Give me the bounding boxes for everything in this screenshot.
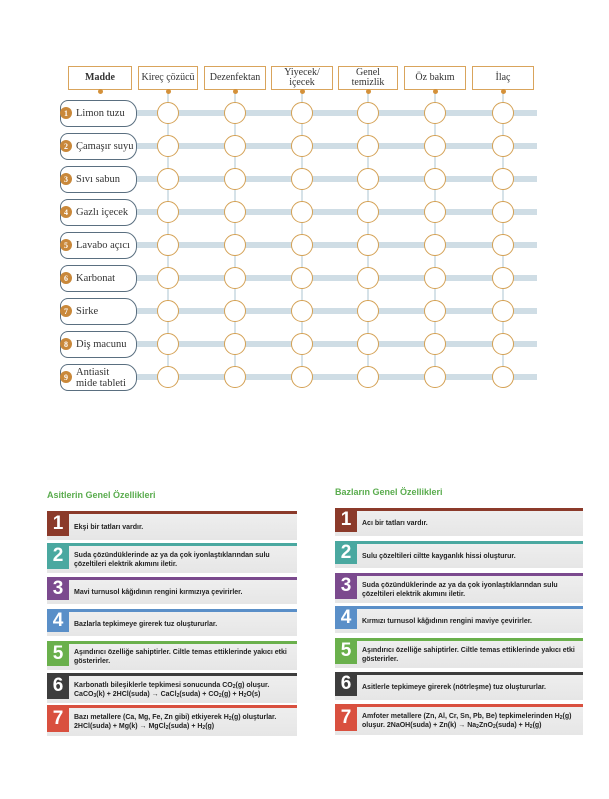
answer-circle[interactable] <box>357 267 379 289</box>
item-text <box>362 576 579 603</box>
answer-circle[interactable] <box>157 201 179 223</box>
item-number-badge: 7 <box>47 705 69 732</box>
row-connector-bar <box>137 110 537 116</box>
item-text-content: Sulu çözeltileri ciltte kayganlık hissi oluşturur. <box>362 552 516 560</box>
item-text <box>74 708 293 736</box>
header-pointer-dot <box>233 89 238 94</box>
item-number-badge: 1 <box>335 508 357 532</box>
answer-circle[interactable] <box>424 201 446 223</box>
answer-circle[interactable] <box>224 102 246 124</box>
property-item <box>335 573 583 603</box>
answer-circle[interactable] <box>357 300 379 322</box>
item-text-content: Aşındırıcı özelliğe sahiptirler. Ciltle temas ettiklerinde yakıcı etki gösterirler. <box>362 646 575 663</box>
header-madde <box>68 66 132 90</box>
row-label: Diş macunu <box>76 339 127 350</box>
row-label: Limon tuzu <box>76 108 125 119</box>
answer-circle[interactable] <box>157 135 179 157</box>
property-item <box>47 609 297 636</box>
answer-circle[interactable] <box>424 366 446 388</box>
answer-circle[interactable] <box>424 267 446 289</box>
header-pointer-dot <box>366 89 371 94</box>
answer-circle[interactable] <box>492 267 514 289</box>
item-text <box>362 641 579 668</box>
answer-circle[interactable] <box>157 102 179 124</box>
item-number-badge: 7 <box>335 704 357 731</box>
row-label: Çamaşır suyu <box>76 141 134 152</box>
answer-circle[interactable] <box>424 300 446 322</box>
answer-circle[interactable] <box>157 168 179 190</box>
column-header <box>204 66 266 90</box>
acids-title: Asitlerin Genel Özellikleri <box>47 490 156 500</box>
row-connector-bar <box>137 242 537 248</box>
item-text-content: Bazlarla tepkimeye girerek tuz oluştururlar. <box>74 620 218 628</box>
header-pointer-dot <box>433 89 438 94</box>
item-text <box>74 644 293 670</box>
answer-circle[interactable] <box>224 201 246 223</box>
answer-circle[interactable] <box>157 267 179 289</box>
row-number-badge: 2 <box>60 140 72 152</box>
row-connector-bar <box>137 308 537 314</box>
item-text <box>74 546 293 573</box>
answer-circle[interactable] <box>492 234 514 256</box>
row-number-badge: 8 <box>60 338 72 350</box>
property-item <box>47 705 297 736</box>
answer-circle[interactable] <box>492 102 514 124</box>
answer-circle[interactable] <box>224 267 246 289</box>
answer-circle[interactable] <box>424 102 446 124</box>
item-number-badge: 5 <box>47 641 69 666</box>
answer-circle[interactable] <box>291 366 313 388</box>
item-text <box>74 514 293 540</box>
property-item <box>335 541 583 568</box>
item-text <box>362 544 579 568</box>
answer-circle[interactable] <box>157 234 179 256</box>
item-text-content: Ekşi bir tatları vardır. <box>74 523 144 531</box>
item-text <box>362 707 579 735</box>
answer-circle[interactable] <box>224 333 246 355</box>
header-madde-label: Madde <box>85 72 115 83</box>
column-header <box>338 66 398 90</box>
item-text <box>74 676 293 703</box>
answer-circle[interactable] <box>291 300 313 322</box>
property-item <box>47 511 297 540</box>
item-text-content: Kırmızı turnusol kâğıdının rengini maviye çevirirler. <box>362 617 532 625</box>
answer-circle[interactable] <box>157 300 179 322</box>
row-number-badge: 5 <box>60 239 72 251</box>
column-header-label: Dezenfektan <box>209 72 261 83</box>
bases-title: Bazların Genel Özellikleri <box>335 487 443 497</box>
item-text-content: Suda çözündüklerinde az ya da çok iyonlaştıklarından sulu çözeltileri elektrik akımını iletir. <box>74 551 270 568</box>
item-number-badge: 6 <box>335 672 357 696</box>
property-item <box>335 508 583 536</box>
column-header <box>271 66 333 90</box>
answer-circle[interactable] <box>424 333 446 355</box>
item-number-badge: 6 <box>47 673 69 699</box>
answer-circle[interactable] <box>492 135 514 157</box>
column-header-label: Yiyecek/ içecek <box>284 67 320 88</box>
item-number-badge: 4 <box>335 606 357 629</box>
row-connector-bar <box>137 275 537 281</box>
answer-circle[interactable] <box>291 333 313 355</box>
answer-circle[interactable] <box>492 333 514 355</box>
property-item <box>335 672 583 700</box>
answer-circle[interactable] <box>291 102 313 124</box>
column-header <box>472 66 534 90</box>
item-text-content: Suda çözündüklerinde az ya da çok iyonlaştıklarından sulu çözeltileri elektrik akımını iletir. <box>362 581 558 598</box>
item-text-content: Karbonatlı bileşiklerle tepkimesi sonucunda $CO_2(g)$ oluşur. CaCO$_3$(k) + 2HCl(suda) → CaCl$_2$(suda) + $CO_2(g) + H_2O(s)$ <box>74 681 270 699</box>
header-pointer-dot <box>501 89 506 94</box>
row-number-badge: 3 <box>60 173 72 185</box>
item-number-badge: 3 <box>47 577 69 600</box>
item-text-content: Mavi turnusol kâğıdının rengini kırmızıya çevirirler. <box>74 588 243 596</box>
property-item <box>335 638 583 668</box>
answer-circle[interactable] <box>224 234 246 256</box>
answer-circle[interactable] <box>291 168 313 190</box>
row-number-badge: 6 <box>60 272 72 284</box>
answer-circle[interactable] <box>157 366 179 388</box>
answer-circle[interactable] <box>424 135 446 157</box>
answer-circle[interactable] <box>357 366 379 388</box>
row-connector-bar <box>137 341 537 347</box>
row-connector-bar <box>137 176 537 182</box>
answer-circle[interactable] <box>357 201 379 223</box>
item-text-content: Amfoter metallere (Zn, Al, Cr, Sn, Pb, Be) tepkimelerinden $H_2(g)$ oluşur. 2NaOH(suda) + $Zn(k) \to Na_2ZnO_2(suda) + H_2(g)$ <box>362 713 572 730</box>
item-text <box>362 511 579 536</box>
row-label: Lavabo açıcı <box>76 240 130 251</box>
column-header <box>138 66 198 90</box>
answer-circle[interactable] <box>492 366 514 388</box>
property-item <box>47 641 297 670</box>
header-pointer-dot <box>98 89 103 94</box>
item-number-badge: 5 <box>335 638 357 664</box>
item-text <box>362 609 579 633</box>
row-number-badge: 4 <box>60 206 72 218</box>
answer-circle[interactable] <box>424 168 446 190</box>
answer-circle[interactable] <box>357 135 379 157</box>
row-label: Antiasit mide tableti <box>76 366 126 389</box>
item-text-content: Aşındırıcı özelliğe sahiptirler. Ciltle temas ettiklerinde yakıcı etki gösterirler. <box>74 649 287 665</box>
item-number-badge: 4 <box>47 609 69 632</box>
column-header-label: İlaç <box>495 72 511 83</box>
item-number-badge: 2 <box>335 541 357 564</box>
item-number-badge: 3 <box>335 573 357 599</box>
property-item <box>47 673 297 703</box>
answer-circle[interactable] <box>224 168 246 190</box>
property-item <box>47 543 297 573</box>
answer-circle[interactable] <box>492 168 514 190</box>
item-text <box>74 612 293 636</box>
header-pointer-dot <box>166 89 171 94</box>
answer-circle[interactable] <box>224 300 246 322</box>
item-number-badge: 1 <box>47 511 69 536</box>
answer-circle[interactable] <box>424 234 446 256</box>
answer-circle[interactable] <box>224 135 246 157</box>
answer-circle[interactable] <box>357 234 379 256</box>
answer-circle[interactable] <box>291 135 313 157</box>
answer-circle[interactable] <box>357 333 379 355</box>
answer-circle[interactable] <box>224 366 246 388</box>
answer-circle[interactable] <box>291 267 313 289</box>
row-connector-bar <box>137 209 537 215</box>
item-text <box>362 675 579 700</box>
column-header-label: Öz bakım <box>415 72 455 83</box>
answer-circle[interactable] <box>357 102 379 124</box>
property-item <box>335 606 583 633</box>
row-label: Gazlı içecek <box>76 207 129 218</box>
answer-circle[interactable] <box>492 300 514 322</box>
row-connector-bar <box>137 374 537 380</box>
row-label: Sıvı sabun <box>76 174 121 185</box>
column-header <box>404 66 466 90</box>
answer-circle[interactable] <box>357 168 379 190</box>
property-item <box>47 577 297 604</box>
answer-circle[interactable] <box>492 201 514 223</box>
column-header-label: Kireç çözücü <box>141 72 195 83</box>
answer-circle[interactable] <box>157 333 179 355</box>
item-number-badge: 2 <box>47 543 69 569</box>
item-text <box>74 580 293 604</box>
answer-circle[interactable] <box>291 201 313 223</box>
row-number-badge: 1 <box>60 107 72 119</box>
column-header-label: Genel temizlik <box>351 67 385 88</box>
answer-circle[interactable] <box>291 234 313 256</box>
row-number-badge: 9 <box>60 371 72 383</box>
item-text-content: Bazı metallere (Ca, Mg, Fe, Zn gibi) etkiyerek $H_2(g)$ oluşturlar. 2HCl(suda) + Mg(k) → MgCl$_2$(suda) + $H_2(g)$ <box>74 714 277 731</box>
item-text-content: Asitlerle tepkimeye girerek (nötrleşme) tuz oluştururlar. <box>362 684 547 691</box>
item-text-content: Acı bir tatları vardır. <box>362 520 428 527</box>
property-item <box>335 704 583 735</box>
row-label: Karbonat <box>76 273 116 284</box>
header-pointer-dot <box>300 89 305 94</box>
row-connector-bar <box>137 143 537 149</box>
row-label: Sirke <box>76 306 99 317</box>
row-number-badge: 7 <box>60 305 72 317</box>
